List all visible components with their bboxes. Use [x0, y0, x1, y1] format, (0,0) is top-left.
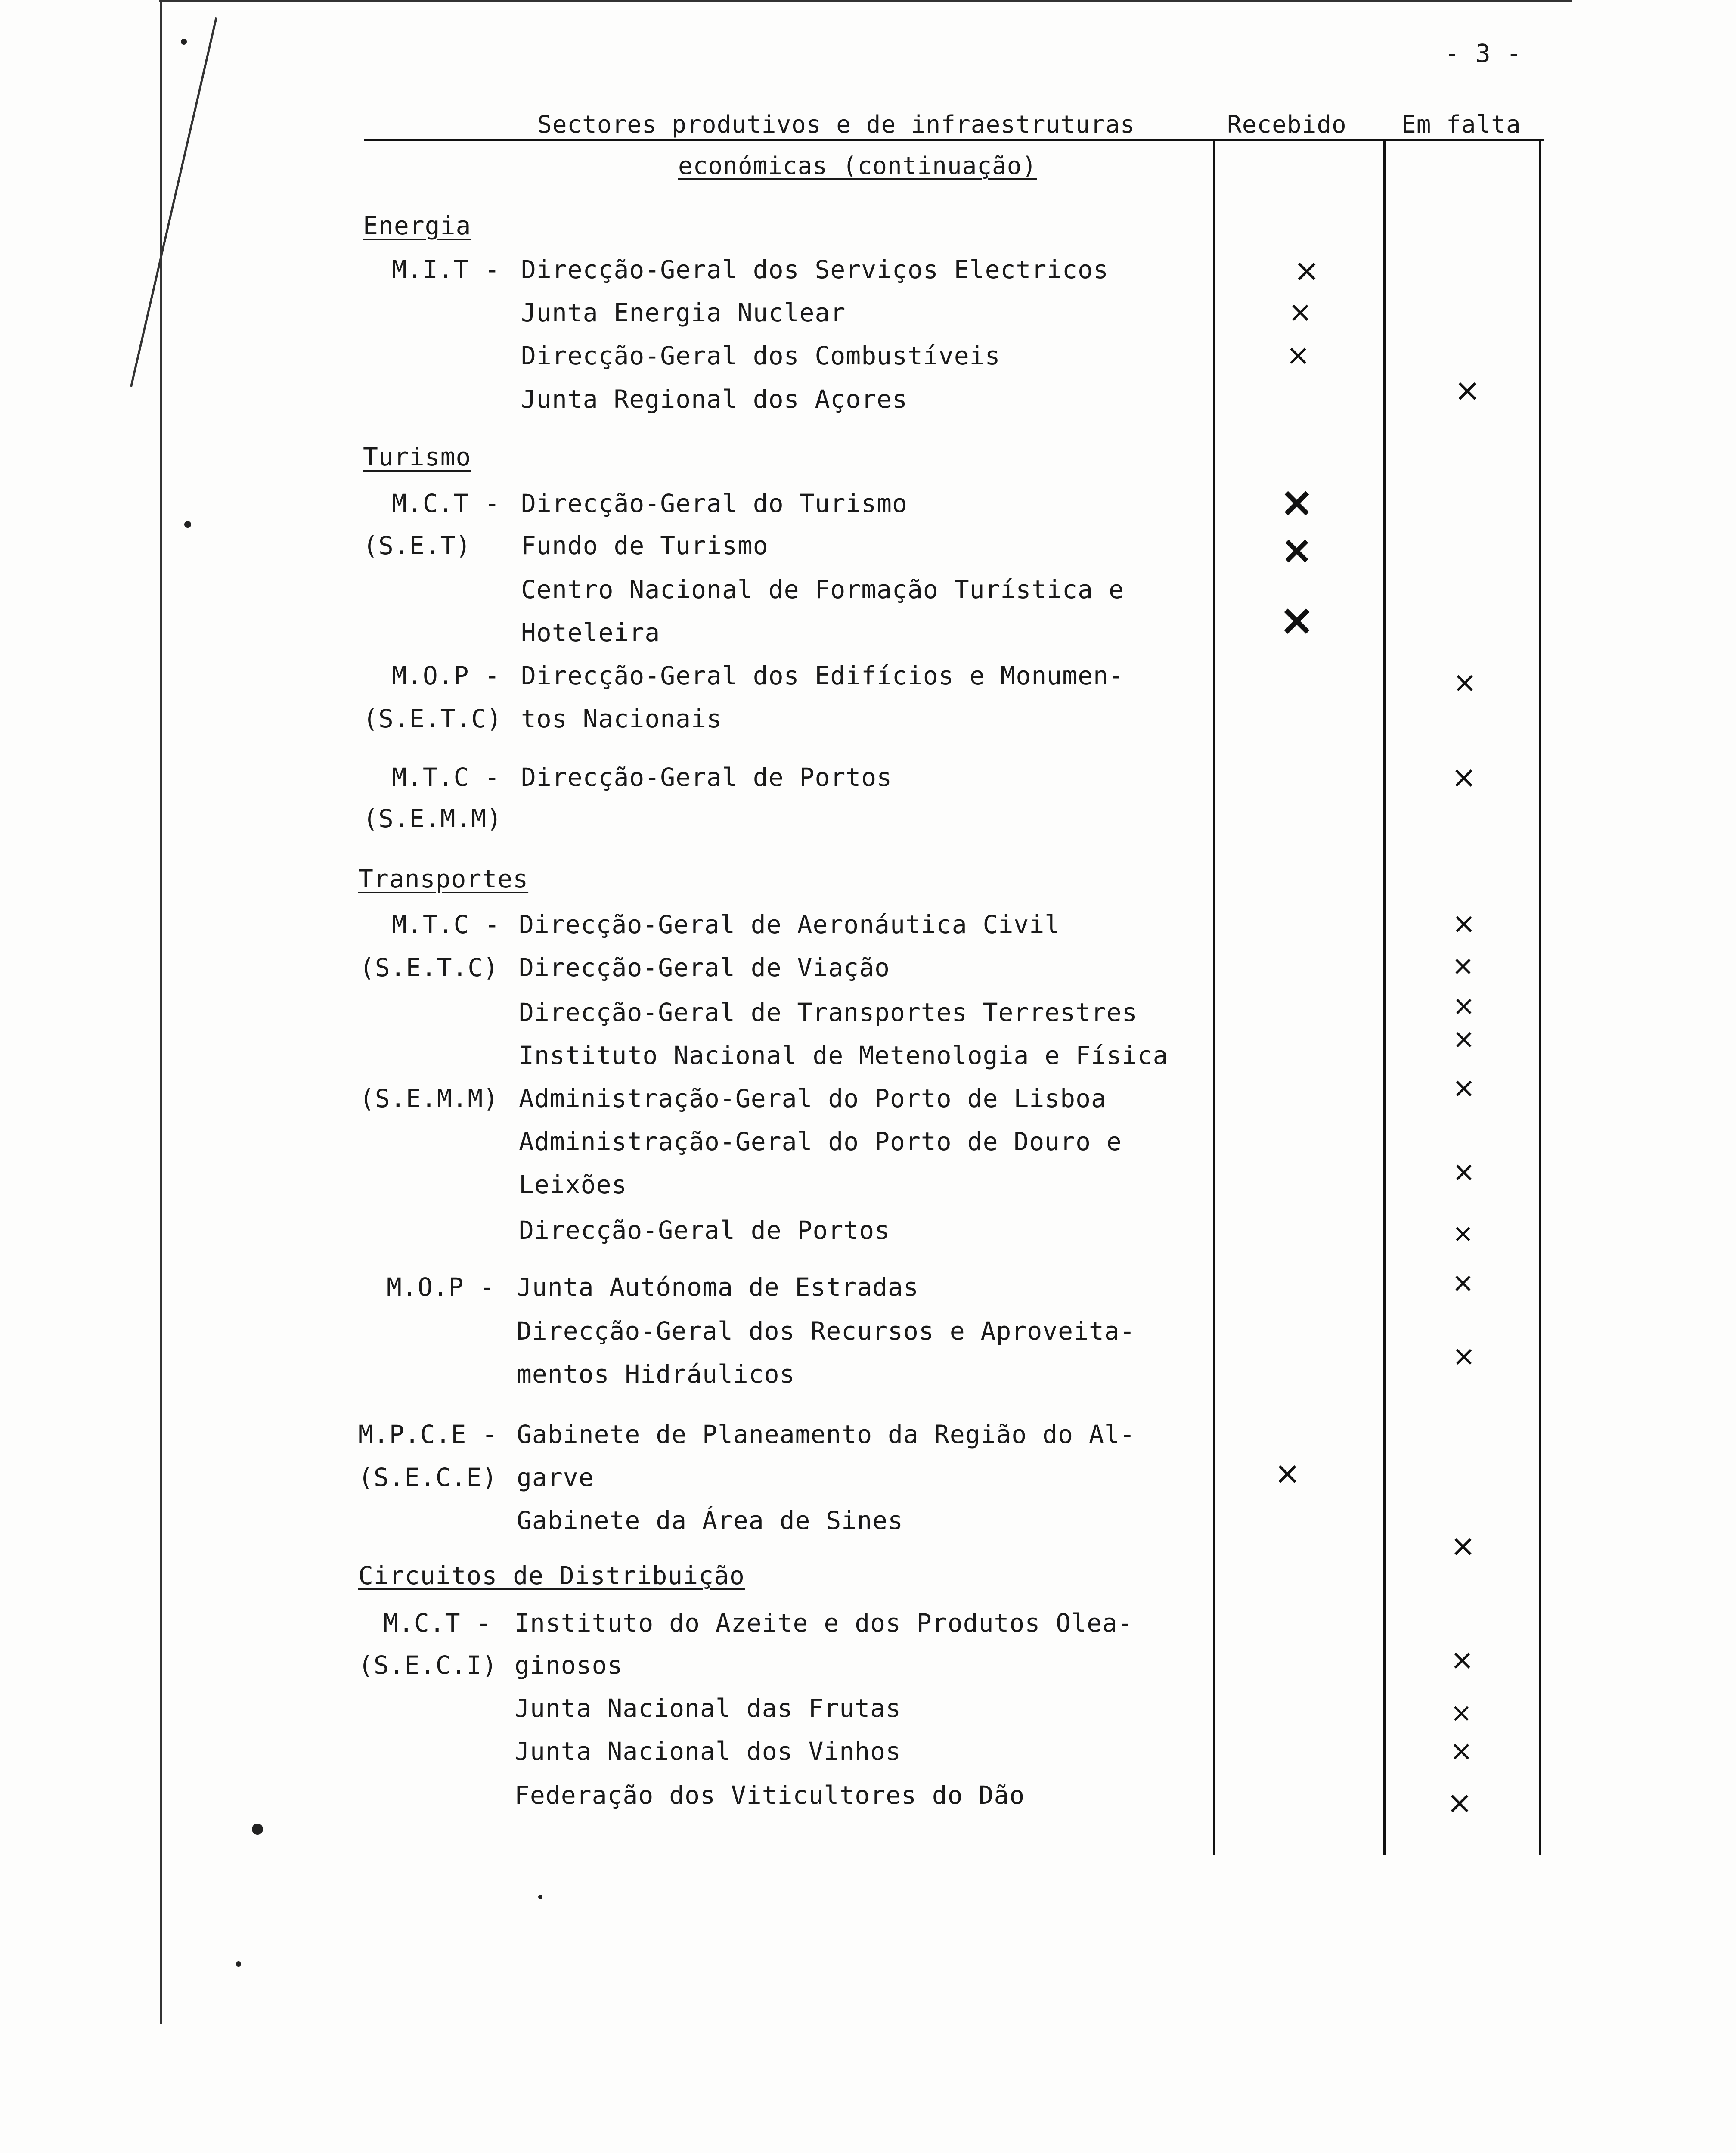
row-name: Direcção-Geral dos Edifícios e Monumen-	[521, 661, 1124, 690]
missing-check-icon: ×	[1452, 1156, 1476, 1188]
row-name: Fundo de Turismo	[521, 531, 769, 560]
row-code: M.T.C -	[392, 763, 500, 792]
missing-check-icon: ×	[1450, 1735, 1473, 1767]
row-name: Gabinete de Planeamento da Região do Al-	[517, 1420, 1135, 1449]
row-name: garve	[517, 1463, 594, 1492]
header-rule	[364, 139, 1544, 141]
left-edge-line	[160, 0, 162, 2024]
page-number: - 3 -	[1445, 39, 1522, 68]
missing-check-icon: ×	[1450, 1528, 1476, 1564]
received-check-icon: ×	[1280, 527, 1313, 573]
row-name: Administração-Geral do Porto de Lisboa	[519, 1084, 1107, 1113]
top-edge-line	[159, 0, 1572, 2]
row-name: Direcção-Geral de Viação	[519, 953, 890, 982]
row-name: Junta Energia Nuclear	[521, 298, 846, 327]
missing-check-icon: ×	[1453, 666, 1477, 699]
missing-check-icon: ×	[1450, 1698, 1472, 1728]
header-title-line2: económicas (continuação)	[678, 152, 1037, 180]
row-name: Centro Nacional de Formação Turística e	[521, 575, 1124, 604]
row-code: M.P.C.E -	[358, 1420, 498, 1449]
row-code: (S.E.C.E)	[358, 1463, 498, 1492]
row-name: Direcção-Geral dos Serviços Electricos	[521, 255, 1109, 284]
row-name: Direcção-Geral de Portos	[519, 1216, 890, 1245]
row-name: Direcção-Geral de Transportes Terrestres	[519, 998, 1138, 1027]
scan-speck	[181, 39, 187, 45]
row-name: Administração-Geral do Porto de Douro e	[519, 1127, 1122, 1156]
row-name: Junta Nacional dos Vinhos	[515, 1737, 901, 1766]
row-name: Hoteleira	[521, 618, 660, 647]
row-code: (S.E.C.I)	[358, 1650, 498, 1680]
missing-check-icon: ×	[1452, 1219, 1474, 1248]
row-name: Direcção-Geral dos Combustíveis	[521, 341, 1001, 370]
scan-speck	[236, 1961, 241, 1967]
missing-check-icon: ×	[1453, 1023, 1475, 1055]
row-code: (S.E.M.M)	[363, 804, 502, 833]
row-code: M.O.P -	[387, 1272, 495, 1302]
missing-check-icon: ×	[1452, 907, 1476, 940]
row-code: M.T.C -	[392, 910, 500, 939]
row-name: Instituto do Azeite e dos Produtos Olea-	[515, 1608, 1133, 1638]
column-rule-left	[1213, 139, 1215, 1855]
row-name: mentos Hidráulicos	[517, 1359, 795, 1389]
scan-speck	[538, 1895, 542, 1899]
missing-check-icon: ×	[1451, 760, 1477, 795]
row-name: Gabinete da Área de Sines	[517, 1506, 903, 1535]
missing-check-icon: ×	[1452, 950, 1474, 981]
row-code: (S.E.T.C)	[363, 704, 502, 733]
scan-speck	[184, 521, 191, 528]
missing-check-icon: ×	[1452, 1267, 1474, 1298]
section-transportes: Transportes	[358, 864, 529, 893]
received-check-icon: ×	[1288, 295, 1312, 329]
received-check-icon: ×	[1274, 1455, 1301, 1491]
row-name: Direcção-Geral do Turismo	[521, 489, 908, 518]
row-name: Direcção-Geral dos Recursos e Aproveita-	[517, 1316, 1135, 1346]
received-check-icon: ×	[1293, 252, 1320, 289]
scan-speck	[252, 1824, 263, 1835]
row-name: Junta Regional dos Açores	[521, 385, 908, 414]
row-code: (S.E.T.C)	[360, 953, 499, 982]
section-circuitos: Circuitos de Distribuição	[358, 1561, 745, 1590]
row-code: M.I.T -	[392, 255, 500, 284]
missing-check-icon: ×	[1454, 372, 1481, 408]
fold-crease	[130, 17, 217, 387]
missing-check-icon: ×	[1450, 1643, 1474, 1676]
row-name: ginosos	[515, 1650, 623, 1680]
row-name: Direcção-Geral de Portos	[521, 763, 893, 792]
row-name: Junta Autónoma de Estradas	[517, 1272, 919, 1302]
row-name: Direcção-Geral de Aeronáutica Civil	[519, 910, 1060, 939]
row-code: M.O.P -	[392, 661, 500, 690]
row-name: Instituto Nacional de Metenologia e Física	[519, 1041, 1169, 1070]
section-turismo: Turismo	[363, 442, 471, 472]
row-code: M.C.T -	[383, 1608, 492, 1638]
column-rule-right	[1539, 139, 1541, 1855]
missing-check-icon: ×	[1453, 990, 1475, 1021]
column-rule-middle	[1383, 139, 1386, 1855]
missing-check-icon: ×	[1446, 1784, 1473, 1821]
row-code: M.C.T -	[392, 489, 500, 518]
missing-check-icon: ×	[1452, 1072, 1476, 1104]
row-name: tos Nacionais	[521, 704, 722, 733]
header-col-missing: Em falta	[1401, 111, 1521, 139]
received-check-icon: ×	[1279, 478, 1314, 526]
section-energia: Energia	[363, 211, 471, 240]
row-name: Leixões	[519, 1170, 627, 1199]
row-code: (S.E.M.M)	[360, 1084, 499, 1113]
header-col-received: Recebido	[1227, 111, 1347, 139]
header-title-line1: Sectores produtivos e de infraestruturas	[537, 111, 1135, 139]
row-code: (S.E.T)	[363, 531, 471, 560]
missing-check-icon: ×	[1452, 1340, 1476, 1372]
row-name: Federação dos Viticultores do Dão	[515, 1781, 1025, 1810]
received-check-icon: ×	[1279, 595, 1315, 645]
row-name: Junta Nacional das Frutas	[515, 1694, 901, 1723]
received-check-icon: ×	[1286, 338, 1310, 372]
